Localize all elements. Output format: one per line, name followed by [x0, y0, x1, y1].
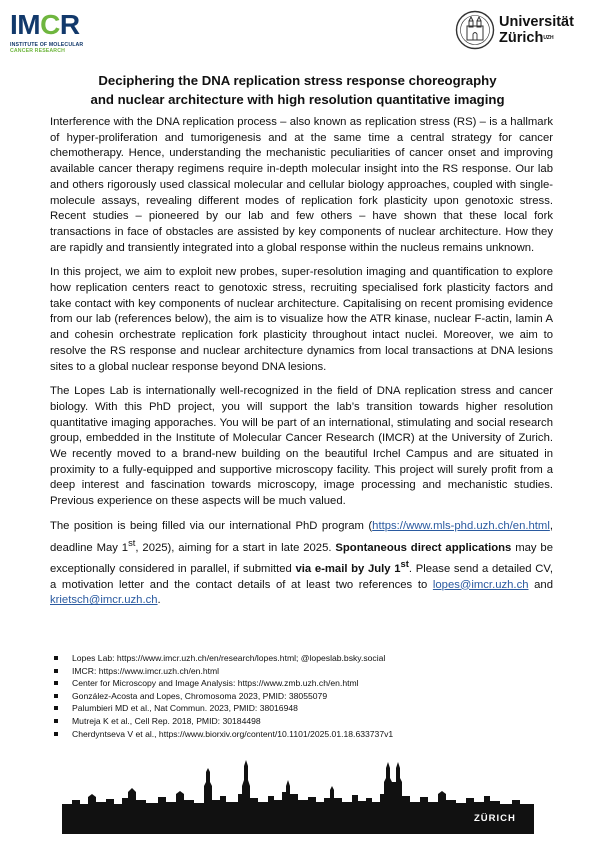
reference-text: Cherdyntseva V et al., https://www.biorxiv.org/content/10.1101/2025.01.18.633737v1 [72, 728, 394, 739]
list-item [52, 728, 552, 741]
reference-text: Center for Microscopy and Image Analysis: https://www.zmb.uzh.ch/en.html [72, 678, 359, 689]
reference-text: Lopes Lab: https://www.imcr.uzh.ch/en/research/lopes.html; @lopeslab.bsky.social [72, 653, 386, 663]
list-item [52, 665, 552, 678]
title-line-2: and nuclear architecture with high resolution quantitative imaging [90, 92, 505, 107]
skyline-label: ZÜRICH [474, 813, 516, 824]
application-text-2: , deadline May 1 [50, 519, 553, 554]
bullet-icon [54, 681, 58, 685]
phd-program-link[interactable]: https://www.mls-phd.uzh.ch/en.html [372, 519, 550, 532]
application-text-6: and [528, 578, 553, 591]
reference-text: Palumbieri MD et al., Nat Commun. 2023, PMID: 38016948 [72, 703, 298, 714]
application-sup-1: st [128, 536, 136, 548]
reference-text: IMCR: https://www.imcr.uzh.ch/en.html [72, 665, 220, 676]
bullet-icon [54, 656, 58, 660]
bullet-icon [54, 669, 58, 673]
imcr-logo-wordmark: IMCR [10, 9, 80, 40]
bullet-icon [54, 719, 58, 723]
application-text-4: may be exceptionally considered in parallel, if submitted [50, 541, 553, 575]
uzh-wordmark-line2: Zürich [499, 30, 544, 46]
bullet-icon [54, 732, 58, 736]
imcr-logo-subtitle-line1: INSTITUTE OF MOLECULAR [10, 42, 84, 48]
list-item [52, 652, 552, 665]
uzh-wordmark-line1: Universität [499, 14, 574, 30]
bullet-icon [54, 706, 58, 710]
application-text-1: The position is being filled via our international PhD program ( [50, 519, 373, 532]
list-item [52, 677, 552, 690]
application-bold-2: via e-mail by July 1 [295, 562, 401, 575]
reference-text: Mutreja K et al., Cell Rep. 2018, PMID: 30184498 [72, 715, 261, 726]
paragraph-project-aims: In this project, we aim to exploit new probes, super-resolution imaging and quantification to explore how replication centers react to genotoxic stress, recruiting specialised fork plasticity factors and take contact with key components of nuclear architecture. Capitalising on recent promising evidence from our lab (references below), the aim is to visualize how the ATR kinase, nuclear F-actin, lamin A and cohesin orchestrate replication fork plasticity throughout intact nuclei. Moreover, we aim to resolve the RS response and nuclear architecture dynamics from local transactions at DNA lesions sites to a global nuclear response beyond DNA lesions. [50, 266, 553, 373]
application-bold-1: Spontaneous direct applications [335, 541, 512, 554]
list-item [52, 715, 552, 728]
email-link-lopes[interactable]: lopes@imcr.uzh.ch [432, 578, 529, 591]
email-link-krietsch[interactable]: krietsch@imcr.uzh.ch [50, 594, 158, 607]
paragraph-application-info [50, 519, 553, 609]
bullet-icon [54, 694, 58, 698]
title-line-1: Deciphering the DNA replication stress response choreography [98, 73, 497, 88]
application-text-5: . Please send a detailed CV, a motivation letter and the contact details of at least two references to [50, 562, 553, 591]
application-text-3: , 2025), aiming for a start in late 2025. [135, 541, 336, 554]
zurich-skyline-illustration [62, 742, 534, 834]
uzh-wordmark-sup: UZH [543, 35, 554, 41]
reference-text: González-Acosta and Lopes, Chromosoma 2023, PMID: 38055079 [72, 690, 328, 701]
list-item [52, 702, 552, 715]
paragraph-background: Interference with the DNA replication process – also known as replication stress (RS) – is a hallmark of hyper-proliferation and tumorigenesis and at the same time a central strategy for cancer chemotherapy. Hence, understanding the mechanistic peculiarities of cancer onset and improving available cancer therapy regimens require in-depth molecular insight into the RS response. Our lab and others rigorously used classical molecular and cellular biology approaches, coupled with single-molecule assays, revealing different modes of replication fork plasticity upon genotoxic stress. Recent studies – pioneered by our lab and few others – have shown that these local fork transactions in face of obstacles are assisted by key components of nuclear architecture. How they are rapidly and transiently integrated into a global response within the nucleus remains unknown. [50, 116, 553, 254]
reference-list [52, 652, 552, 740]
document-title [40, 71, 555, 109]
application-bold-sup: st [400, 558, 409, 570]
page-header [10, 8, 583, 60]
uzh-logo [455, 10, 583, 56]
imcr-logo-subtitle-line2: CANCER RESEARCH [10, 48, 65, 54]
imcr-logo [10, 10, 106, 60]
application-text-7: . [157, 594, 161, 607]
paragraph-lab-description: The Lopes Lab is internationally well-recognized in the field of DNA replication stress and cancer biology. With this PhD project, you will support the lab’s transition towards higher resolution quantitative imaging apporaches. You will be part of an international, stimulating and social research group, embedded in the Institute of Molecular Cancer Research (IMCR) at the University of Zurich. We recently moved to a brand-new building on the beautiful Irchel Campus and are situated in proximity to a fully-equipped and supportive microscopy facility. This project will surely profit from a deep interest and fascination towards microscopy, image processing and mechanistic studies. Previous experience on these aspects will be much valued. [50, 385, 553, 508]
list-item [52, 690, 552, 703]
uzh-seal-icon [455, 10, 495, 50]
document-body [50, 115, 553, 618]
uzh-wordmark [499, 14, 574, 46]
